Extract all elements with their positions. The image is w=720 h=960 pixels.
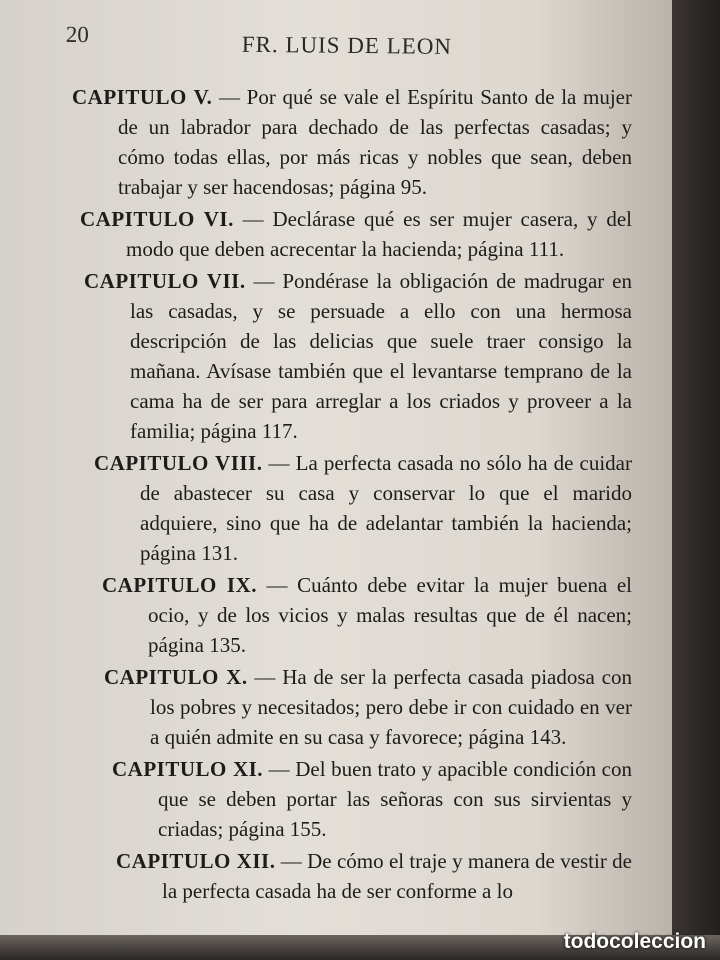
- chapter-text: — Ha de ser la perfecta casada piadosa con los pobres y necesitados; pero debe ir con cuidado en ver a quién admite en su casa y favorece; página 143.: [150, 665, 632, 749]
- chapter-label: CAPITULO VI.: [80, 207, 234, 231]
- chapter-text: — Por qué se vale el Espíritu Santo de la mujer de un labrador para dechado de las perfectas casadas; y cómo todas ellas, por más ricas y nobles que sean, deben trabajar y ser hacendosas; página 95.: [118, 85, 632, 199]
- chapter-entry-10: [104, 662, 632, 752]
- book-edge: [672, 0, 720, 960]
- chapter-text: — De cómo el traje y manera de vestir de la perfecta casada ha de ser conforme a lo: [162, 849, 633, 903]
- chapter-entry-7: [84, 266, 632, 446]
- chapter-text: — Del buen trato y apacible condición con que se deben portar las señoras con sus sirvientas y criadas; página 155.: [158, 757, 632, 841]
- page-number: 20: [65, 21, 90, 48]
- running-title: FR. LUIS DE LEON: [241, 31, 453, 59]
- chapter-entry-9: [102, 570, 632, 660]
- chapter-label: CAPITULO VII.: [84, 269, 246, 293]
- watermark-logo: todocoleccion: [563, 930, 706, 953]
- chapter-entry-8: [94, 448, 632, 568]
- chapter-label: CAPITULO V.: [72, 85, 213, 109]
- chapter-label: CAPITULO VIII.: [94, 451, 263, 475]
- chapter-entry-6: [80, 204, 632, 264]
- chapter-list: [72, 82, 632, 908]
- chapter-text: — Declárase qué es ser mujer casera, y del modo que deben acrecentar la hacienda; página 111.: [126, 207, 632, 261]
- chapter-text: — Cuánto debe evitar la mujer buena el ocio, y de los vicios y malas resultas que de él nacen; página 135.: [148, 573, 633, 657]
- chapter-entry-11: [112, 754, 632, 844]
- chapter-label: CAPITULO IX.: [102, 573, 257, 597]
- page-header: [65, 21, 466, 59]
- chapter-label: CAPITULO XI.: [112, 757, 264, 781]
- chapter-entry-5: [72, 82, 632, 202]
- chapter-text: — Pondérase la obligación de madrugar en las casadas, y se persuade a ello con una hermosa descripción de las delicias que suele traer consigo la mañana. Avísase también que el levantarse temprano de la cama ha de ser para arreglar a los criados y proveer a la familia; página 117.: [130, 269, 632, 443]
- chapter-label: CAPITULO X.: [104, 665, 248, 689]
- chapter-text: — La perfecta casada no sólo ha de cuidar de abastecer su casa y conservar lo que el marido adquiere, sino que ha de adelantar también la hacienda; página 131.: [140, 451, 632, 565]
- chapter-label: CAPITULO XII.: [116, 849, 276, 873]
- chapter-entry-12: [116, 846, 632, 906]
